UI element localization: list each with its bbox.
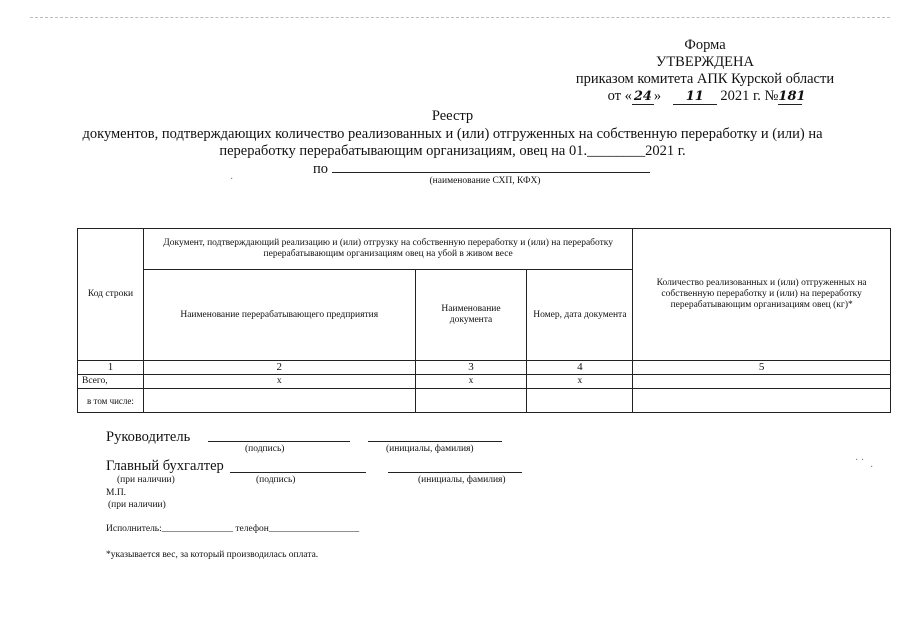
- header-enterprise: Наименование перерабатывающего предприятия: [143, 270, 415, 361]
- table-header-row-1: [78, 229, 891, 270]
- approval-block: [540, 37, 870, 105]
- header-document-group: Документ, подтверждающий реализацию и (или) отгрузку на собственную переработку и (или) на переработку перерабатывающим организациям овец на убой в живом весе: [143, 229, 632, 270]
- executor-line: Исполнитель:_______________ телефон___________________: [106, 524, 360, 534]
- table-cell: в том числе:: [78, 389, 144, 413]
- table-cell: 2: [143, 361, 415, 375]
- table-cell: [415, 389, 527, 413]
- table-row-total: [78, 375, 891, 389]
- accountant-name-line: [388, 472, 522, 473]
- order-number: 181: [778, 89, 806, 104]
- form-label: Форма: [684, 37, 726, 53]
- head-label: Руководитель: [106, 429, 191, 445]
- header-document-number: Номер, дата документа: [527, 270, 633, 361]
- head-name-caption: (инициалы, фамилия): [386, 444, 474, 454]
- table-cell: Всего,: [78, 375, 144, 389]
- table-cell: х: [527, 375, 633, 389]
- header-quantity: Количество реализованных и (или) отгруженных на собственную переработку и (или) на переработку перерабатывающим организациям овец (кг)*: [633, 229, 891, 361]
- table-row-numbers: [78, 361, 891, 375]
- scan-artifact-line: [30, 17, 890, 20]
- stamp-if-any: (при наличии): [108, 500, 166, 510]
- head-sign-caption: (подпись): [245, 444, 285, 454]
- scan-speck: ·: [230, 174, 234, 185]
- date-day: 24: [633, 89, 652, 104]
- head-signature-line: [208, 441, 350, 442]
- table-cell: 5: [633, 361, 891, 375]
- stamp-label: М.П.: [106, 488, 127, 498]
- document-subtitle-line2: переработку перерабатывающим организациям, овец на 01.________2021 г.: [219, 143, 686, 159]
- table-cell: 4: [527, 361, 633, 375]
- accountant-label: Главный бухгалтер: [106, 458, 224, 474]
- order-text: приказом комитета АПК Курской области: [575, 71, 835, 87]
- table-cell: х: [415, 375, 527, 389]
- date-month: 11: [673, 90, 717, 105]
- table-cell: 1: [78, 361, 144, 375]
- header-document-name: Наименование документа: [415, 270, 527, 361]
- date-prefix: от «: [607, 88, 632, 104]
- date-close: »: [653, 88, 662, 104]
- footnote: *указывается вес, за который производилась оплата.: [106, 550, 319, 560]
- header-code: Код строки: [78, 229, 144, 361]
- date-year: 2021 г. №: [720, 88, 779, 104]
- table-cell: [633, 375, 891, 389]
- organization-caption: (наименование СХП, КФХ): [429, 176, 541, 186]
- table-cell: 3: [415, 361, 527, 375]
- organization-name-line: [332, 160, 650, 173]
- table-cell: [143, 389, 415, 413]
- table-cell: [633, 389, 891, 413]
- document-title: Реестр: [431, 108, 474, 124]
- accountant-sign-caption: (подпись): [256, 475, 296, 485]
- head-name-line: [368, 441, 502, 442]
- po-label: по: [313, 161, 329, 177]
- scan-speck: · ·: [855, 455, 865, 466]
- accountant-name-caption: (инициалы, фамилия): [418, 475, 506, 485]
- table-cell: х: [143, 375, 415, 389]
- register-table: [77, 228, 891, 413]
- approved-label: УТВЕРЖДЕНА: [656, 54, 754, 70]
- table-cell: [527, 389, 633, 413]
- scan-speck: ·: [870, 462, 874, 473]
- table-row-including: [78, 389, 891, 413]
- accountant-if-any: (при наличии): [117, 475, 175, 485]
- order-date-line: [607, 88, 806, 105]
- accountant-signature-line: [230, 472, 366, 473]
- document-subtitle-line1: документов, подтверждающих количество реализованных и (или) отгруженных на собственную переработку и (или) на: [82, 126, 823, 142]
